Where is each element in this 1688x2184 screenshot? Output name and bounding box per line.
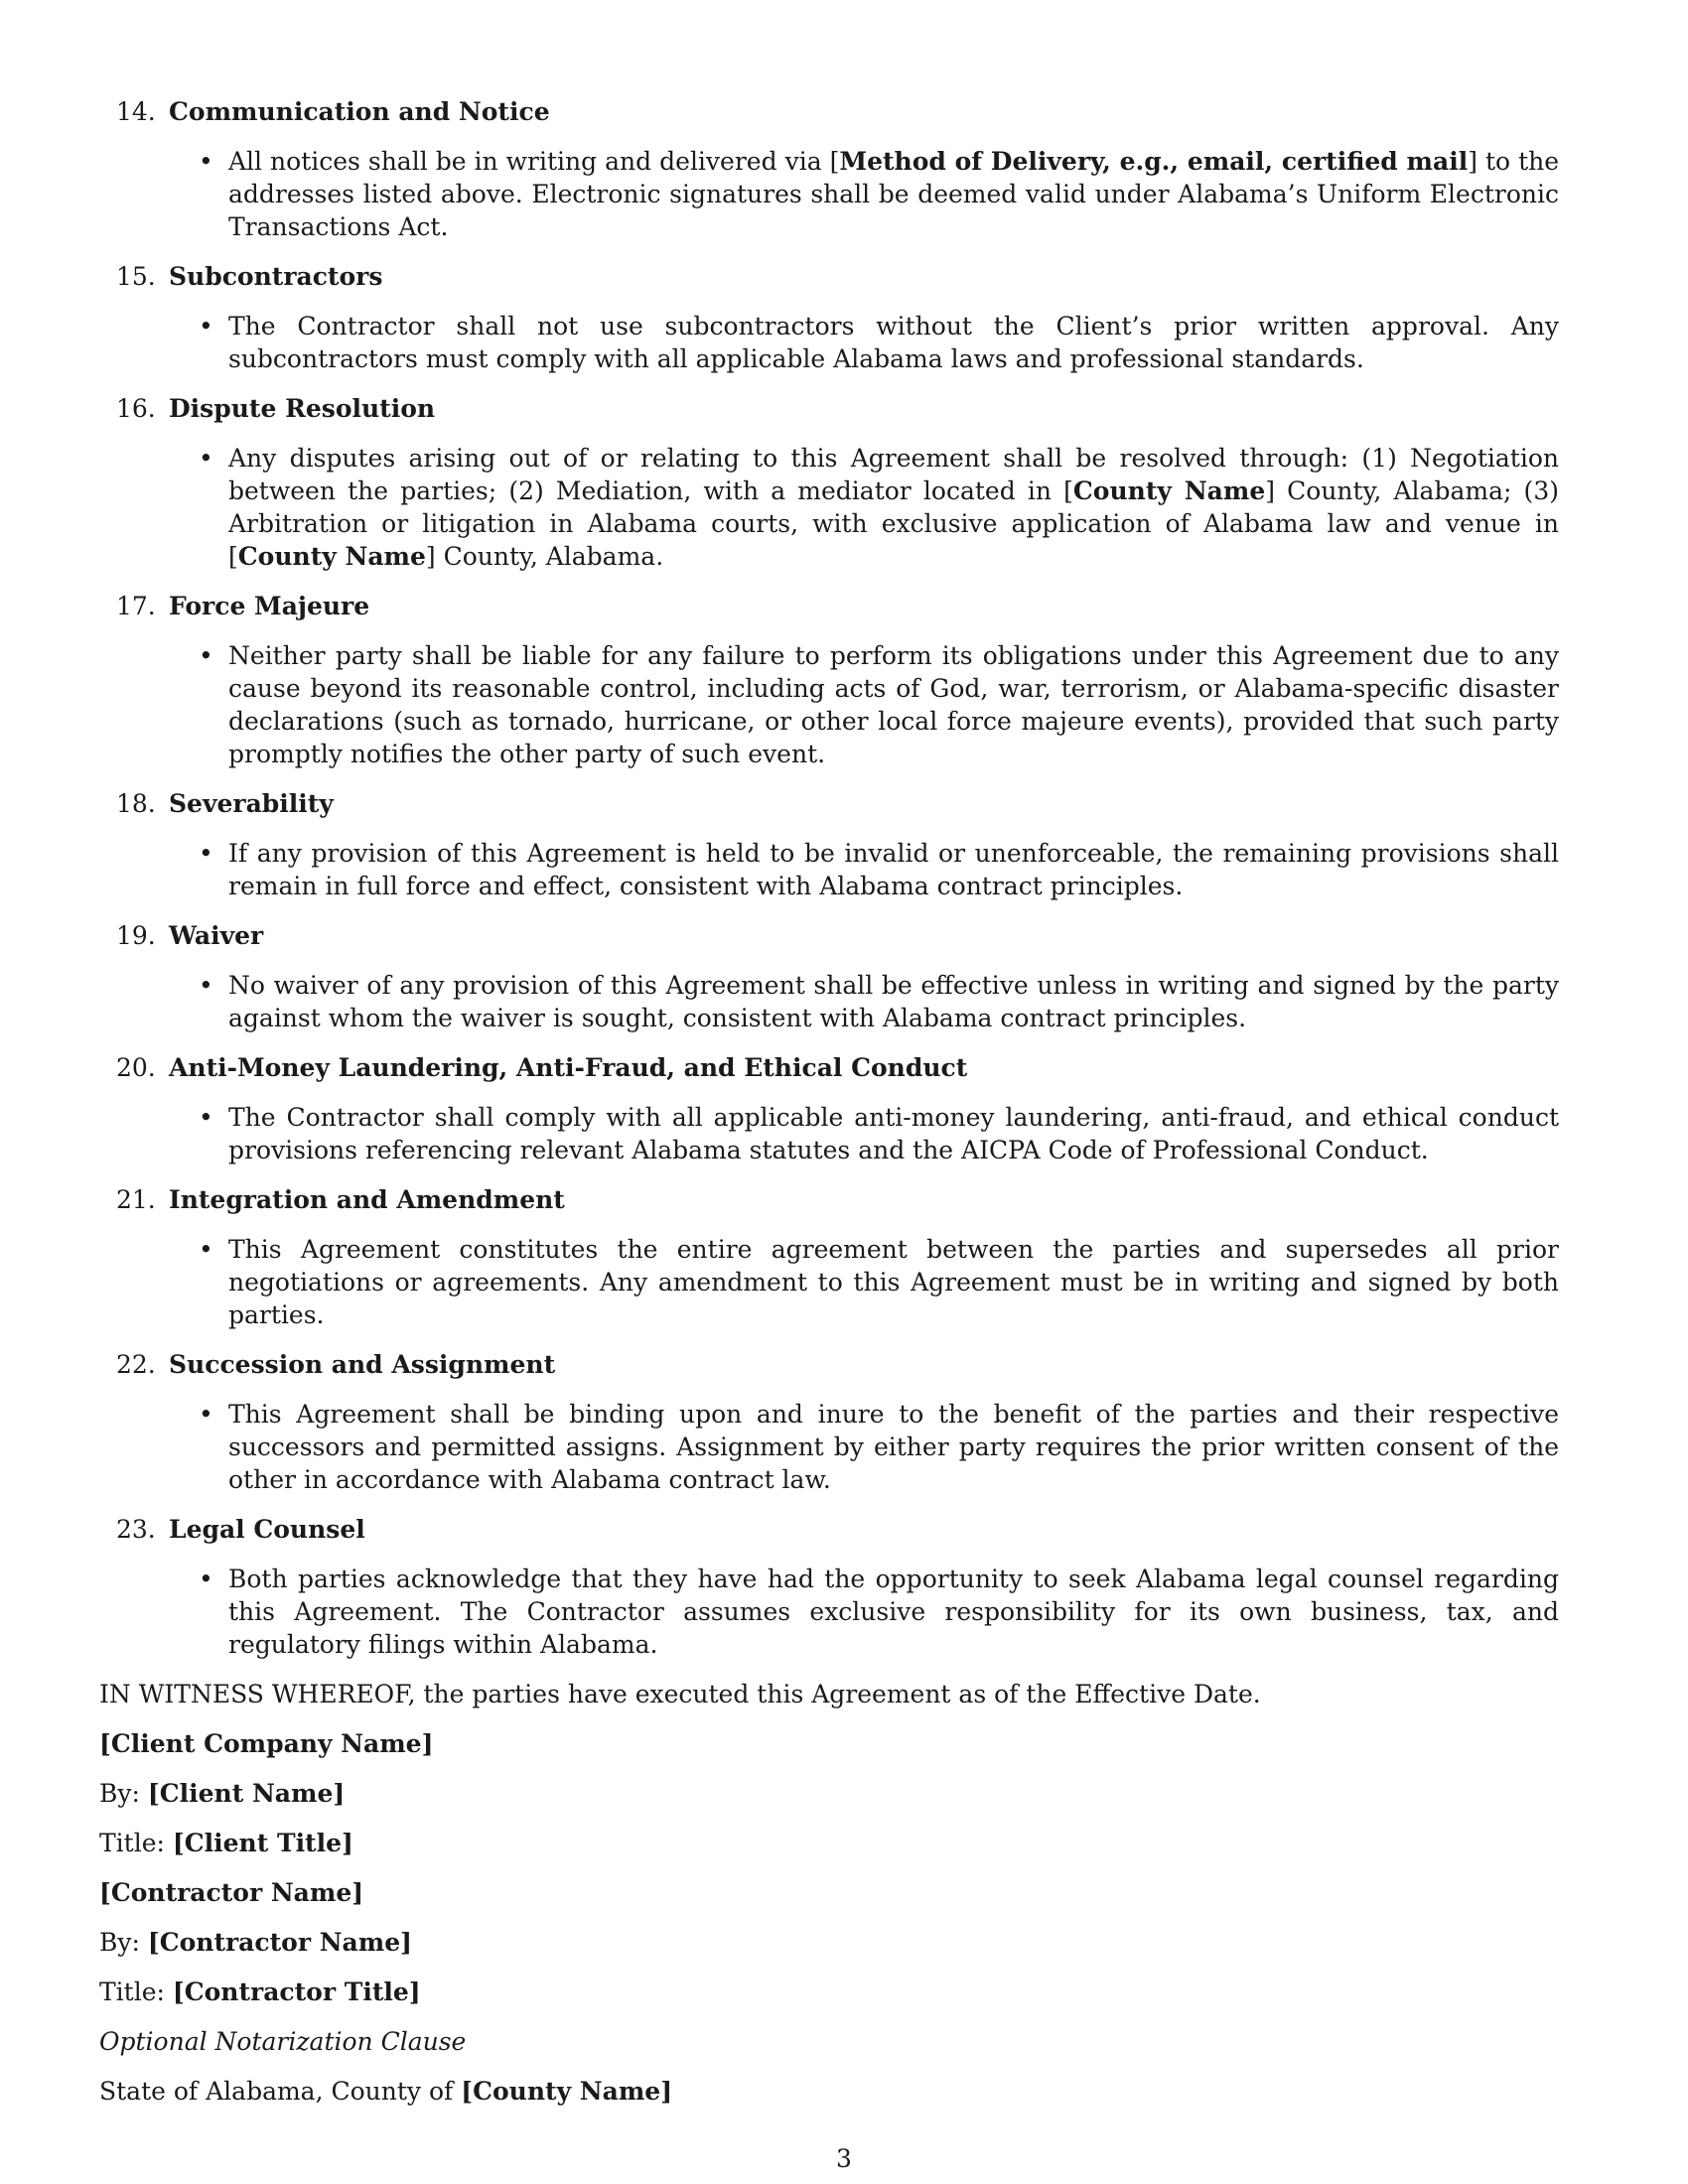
bullet-item [99, 837, 1559, 902]
bullet-icon: • [199, 1235, 213, 1264]
by-label: By: [99, 1779, 140, 1808]
section-heading [99, 1348, 1589, 1381]
section-heading [99, 1051, 1589, 1084]
section-15 [99, 260, 1589, 375]
bullet-text: The Contractor shall comply with all applicable anti-money laundering, anti-fraud, and ethical conduct provisions referencing relevant Alabama statutes and the AICPA Code of Professional Conduct. [228, 1103, 1559, 1164]
section-title: Dispute Resolution [169, 394, 436, 423]
bullet-text: ] County, Alabama; (3) Arbitration or litigation in Alabama courts, with exclusive application of Alabama law and venue in [ [228, 477, 1559, 571]
section-title: Waiver [169, 921, 264, 950]
section-17 [99, 590, 1589, 770]
bullet-text: Any disputes arising out of or relating to this Agreement shall be resolved through: (1) Negotiation between the parties; (2) Mediation, with a mediator located in [ [228, 444, 1559, 505]
section-title: Force Majeure [169, 592, 370, 620]
bullet-icon: • [199, 444, 213, 473]
close-bracket: ] [400, 1928, 412, 1957]
section-title: Communication and Notice [169, 97, 550, 126]
title-label: Title: [99, 1978, 165, 2006]
bullet-item [99, 145, 1559, 243]
section-number: 23. [116, 1515, 156, 1544]
section-title: Integration and Amendment [169, 1185, 565, 1214]
section-heading [99, 919, 1589, 952]
notarization-county-placeholder: County Name [473, 2077, 661, 2106]
client-title-placeholder: Client Title [184, 1829, 343, 1857]
contractor-company-line [99, 1876, 1589, 1909]
section-16 [99, 392, 1589, 573]
notarization-state-line [99, 2075, 1589, 2108]
section-title: Succession and Assignment [169, 1350, 556, 1379]
section-20 [99, 1051, 1589, 1166]
bullet-icon: • [199, 1565, 213, 1593]
bullet-text: The Contractor shall not use subcontractors without the Client’s prior written approval. Any subcontractors must comply with all applicable Alabama laws and professional standards. [228, 312, 1559, 373]
client-company-placeholder: Client Company Name [110, 1729, 422, 1758]
notarization-state-text: State of Alabama, County of [99, 2077, 454, 2106]
close-bracket: ] [352, 1878, 364, 1907]
section-number: 19. [116, 921, 156, 950]
bullet-item [99, 442, 1559, 573]
section-22 [99, 1348, 1589, 1496]
section-number: 14. [116, 97, 156, 126]
section-18 [99, 787, 1589, 902]
bullet-icon: • [199, 147, 213, 176]
bullet-item [99, 1233, 1559, 1331]
open-bracket: [ [99, 1878, 111, 1907]
bullet-icon: • [199, 1400, 213, 1429]
title-label: Title: [99, 1829, 165, 1857]
section-number: 15. [116, 262, 156, 291]
document-page [99, 95, 1589, 2124]
bullet-text: ] to the addresses listed above. Electronic signatures shall be deemed valid under Alabama’s Uniform Electronic Transactions Act. [228, 147, 1560, 241]
by-label: By: [99, 1928, 140, 1957]
bullet-text: All notices shall be in writing and delivered via [ [228, 147, 840, 176]
close-bracket: ] [408, 1978, 421, 2006]
section-14 [99, 95, 1589, 243]
section-heading [99, 787, 1589, 820]
section-21 [99, 1183, 1589, 1331]
section-number: 21. [116, 1185, 156, 1214]
section-number: 22. [116, 1350, 156, 1379]
bullet-icon: • [199, 1103, 213, 1132]
placeholder-county-name: County Name [237, 542, 426, 571]
section-19 [99, 919, 1589, 1034]
section-23 [99, 1513, 1589, 1661]
section-heading [99, 590, 1589, 622]
section-heading [99, 1183, 1589, 1216]
contractor-title-placeholder: Contractor Title [184, 1978, 409, 2006]
bullet-item [99, 1398, 1559, 1496]
client-company-line [99, 1727, 1589, 1760]
bullet-text: If any provision of this Agreement is held to be invalid or unenforceable, the remaining provisions shall remain in full force and effect, consistent with Alabama contract principles. [228, 839, 1559, 900]
section-number: 16. [116, 394, 156, 423]
close-bracket: ] [342, 1829, 353, 1857]
section-number: 18. [116, 789, 156, 818]
bullet-icon: • [199, 312, 213, 341]
section-number: 17. [116, 592, 156, 620]
contractor-by-line [99, 1926, 1589, 1959]
bullet-item [99, 1101, 1559, 1166]
open-bracket: [ [172, 1978, 185, 2006]
bullet-text: This Agreement shall be binding upon and inure to the benefit of the parties and their respective successors and permitted assigns. Assignment by either party requires the prior written consent of the other in accordance with Alabama contract law. [228, 1400, 1559, 1494]
contractor-company-placeholder: Contractor Name [110, 1878, 352, 1907]
client-by-line [99, 1777, 1589, 1810]
section-heading [99, 260, 1589, 293]
page-number: 3 [836, 2144, 852, 2173]
bullet-item [99, 310, 1559, 375]
bullet-item [99, 1563, 1559, 1661]
section-heading [99, 392, 1589, 425]
bullet-icon: • [199, 641, 213, 670]
section-title: Subcontractors [169, 262, 383, 291]
bullet-text: This Agreement constitutes the entire agreement between the parties and supersedes all prior negotiations or agreements. Any amendment to this Agreement must be in writing and signed by both parties. [228, 1235, 1559, 1329]
open-bracket: [ [147, 1779, 160, 1808]
bullet-text: ] County, Alabama. [425, 542, 664, 571]
open-bracket: [ [147, 1928, 160, 1957]
open-bracket: [ [172, 1829, 185, 1857]
section-heading [99, 95, 1589, 128]
client-name-placeholder: Client Name [159, 1779, 334, 1808]
notarization-heading: Optional Notarization Clause [99, 2027, 467, 2056]
open-bracket: [ [461, 2077, 474, 2106]
bullet-icon: • [199, 971, 213, 1000]
placeholder-method-of-delivery: Method of Delivery, e.g., email, certified mail [839, 147, 1469, 176]
bullet-item [99, 969, 1559, 1034]
bullet-item [99, 639, 1559, 770]
section-heading [99, 1513, 1589, 1546]
close-bracket: ] [660, 2077, 673, 2106]
placeholder-county-name: County Name [1072, 477, 1266, 505]
close-bracket: ] [333, 1779, 346, 1808]
witness-statement: IN WITNESS WHEREOF, the parties have executed this Agreement as of the Effective Date. [99, 1680, 1261, 1708]
section-title: Anti-Money Laundering, Anti-Fraud, and Ethical Conduct [169, 1053, 968, 1082]
open-bracket: [ [99, 1729, 111, 1758]
bullet-text: Neither party shall be liable for any failure to perform its obligations under this Agreement due to any cause beyond its reasonable control, including acts of God, war, terrorism, or Alabama-specific disaster declarations (such as tornado, hurricane, or other local force majeure events), provided that such party promptly notifies the other party of such event. [228, 641, 1559, 768]
close-bracket: ] [421, 1729, 434, 1758]
section-title: Legal Counsel [169, 1515, 365, 1544]
client-title-line [99, 1827, 1589, 1859]
contractor-name-placeholder: Contractor Name [159, 1928, 401, 1957]
section-title: Severability [169, 789, 334, 818]
contractor-title-line [99, 1976, 1589, 2008]
bullet-text: Both parties acknowledge that they have had the opportunity to seek Alabama legal counsel regarding this Agreement. The Contractor assumes exclusive responsibility for its own business, tax, and regulatory filings within Alabama. [228, 1565, 1559, 1659]
bullet-text: No waiver of any provision of this Agreement shall be effective unless in writing and signed by the party against whom the waiver is sought, consistent with Alabama contract principles. [228, 971, 1559, 1032]
bullet-icon: • [199, 839, 213, 868]
section-number: 20. [116, 1053, 156, 1082]
